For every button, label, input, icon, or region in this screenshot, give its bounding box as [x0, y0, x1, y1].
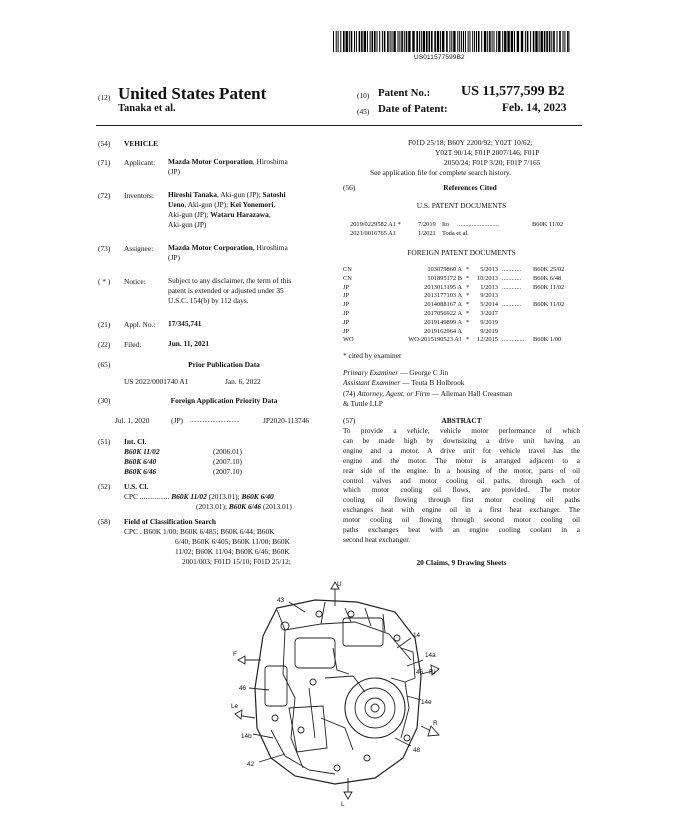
inventor-name: Kei Yonemori: [230, 200, 274, 209]
drawing-ref-label: 42: [247, 761, 255, 768]
barcode-bar: [359, 31, 361, 52]
us-doc-number: 2019/0229582 A1 *: [350, 221, 401, 228]
barcode-bar: [504, 31, 506, 52]
code-21: (21): [98, 320, 111, 329]
inventor-sep: ,: [273, 200, 276, 209]
references-heading: References Cited: [443, 183, 497, 192]
barcode-bar: [551, 31, 552, 52]
foreign-doc-country: CN: [343, 274, 352, 282]
us-doc-date: 1/2021: [418, 230, 436, 237]
abstract-line: which motor cooling oil flows, are provided. The motor: [343, 486, 580, 495]
barcode-bar: [442, 31, 444, 52]
code-74: (74): [343, 389, 356, 398]
barcode-bar: [457, 31, 458, 52]
inventors-line-1: [168, 190, 286, 199]
foreign-doc-date: 5/2013: [480, 266, 498, 273]
foreign-doc-star: *: [466, 318, 470, 326]
barcode-bar: [563, 31, 564, 52]
abstract-line: To provide a vehicle, vehicle motor performance of which: [343, 427, 580, 435]
barcode-bar: [374, 31, 376, 52]
barcode-bar: [416, 31, 418, 52]
code-30: (30): [98, 396, 111, 405]
notice-label: Notice:: [124, 277, 146, 286]
code-73: (73): [98, 244, 111, 253]
barcode-bar: [472, 31, 473, 52]
cpc-class: B60K 6/46: [228, 502, 262, 511]
field-search-cont: 2050/24; F01P 3/20; F01P 7/165: [444, 158, 541, 167]
attorney: [343, 389, 512, 398]
barcode-bar: [421, 31, 422, 52]
barcode-bar: [514, 31, 515, 52]
barcode-bar: [517, 31, 519, 52]
barcode-bar: [431, 31, 433, 52]
barcode-bar: [398, 31, 399, 52]
barcode-bar: [382, 31, 383, 52]
prior-pub-number: US 2022/0001740 A1: [124, 377, 189, 386]
us-doc-dots: .........................: [459, 221, 499, 228]
barcode-bar: [356, 31, 357, 52]
primary-examiner-label: Primary Examiner: [343, 368, 399, 377]
barcode-bar: [408, 31, 410, 52]
code-71: (71): [98, 158, 111, 167]
field-search-line: 11/02; B60K 11/04; B60K 6/46; B60K: [175, 547, 290, 556]
foreign-doc-star: *: [466, 292, 470, 300]
barcode-bar: [527, 31, 529, 52]
barcode-bar: [446, 31, 448, 52]
barcode-bar: [553, 31, 555, 52]
foreign-doc-date: 9/2019: [480, 318, 498, 326]
drawing-ref-label: U: [337, 581, 342, 588]
see-application: See application file for complete search history.: [370, 168, 511, 177]
int-cl-version: (2007.10): [213, 457, 242, 466]
abstract-line: exchanges heat with engine oil in a first heat exchanger. The: [343, 506, 580, 515]
us-docs-heading: U.S. PATENT DOCUMENTS: [416, 201, 507, 210]
cpc-class: B60K 6/40: [241, 492, 274, 501]
foreign-doc-dots: ............: [502, 301, 522, 309]
inventor-loc: , Aki-gun (JP);: [184, 200, 231, 209]
barcode-bar: [370, 31, 371, 52]
assistant-examiner-name: — Teuta B Holbrook: [400, 378, 465, 387]
barcode-bar: [429, 31, 431, 52]
abstract-line: control valves and motor cooling oil paths, through each of: [343, 476, 580, 485]
foreign-doc-date: 10/2013: [477, 274, 498, 282]
barcode-bar: [406, 31, 408, 52]
barcode-bar: [333, 31, 334, 52]
foreign-doc-number: WO-2015190523 A1: [408, 336, 462, 344]
appl-no-label: Appl. No.:: [124, 320, 156, 329]
drawing-ref-label: 48: [413, 747, 421, 754]
invention-title: VEHICLE: [124, 139, 159, 148]
inventor-name: Satoshi: [262, 190, 286, 199]
foreign-doc-date: 3/2017: [480, 310, 498, 317]
barcode-bar: [481, 31, 482, 52]
foreign-doc-country: CN: [343, 266, 352, 273]
inventors-label: Inventors:: [124, 191, 154, 200]
barcode-bar: [567, 31, 569, 52]
foreign-doc-star: *: [466, 283, 470, 291]
foreign-doc-class: B60K 1/00: [533, 336, 562, 344]
applicant-country: (JP): [168, 167, 180, 176]
foreign-doc-number: 2019162964 A: [424, 327, 462, 335]
barcode-bar: [557, 31, 558, 52]
primary-examiner: [343, 368, 448, 377]
inventor-loc: , Aki-gun (JP);: [216, 190, 263, 199]
foreign-doc-star: *: [466, 274, 470, 282]
barcode-bar: [404, 31, 405, 52]
barcode-bar: [338, 31, 339, 52]
barcode-bar: [412, 31, 414, 52]
filed-label: Filed:: [124, 340, 142, 349]
cpc-version: (2013.01);: [196, 502, 229, 511]
barcode-bar: [336, 31, 337, 52]
inventor-sep: ,: [268, 210, 271, 219]
barcode-bar: [507, 31, 509, 52]
foreign-doc-dots: ............: [502, 266, 522, 273]
drawing-ref-label: 14e: [421, 699, 432, 706]
barcode-bar: [449, 31, 450, 52]
foreign-doc-star: *: [466, 310, 470, 317]
notice-line-2: patent is extended or adjusted under 35: [168, 286, 284, 295]
barcode-bar: [535, 31, 537, 52]
assignee-label: Assignee:: [124, 244, 154, 253]
foreign-doc-number: 2013013195 A: [424, 283, 462, 291]
foreign-doc-number: 2014088167 A: [424, 301, 462, 309]
assistant-examiner-label: Assistant Examiner: [343, 378, 401, 387]
barcode-bar: [487, 31, 488, 52]
drawing-ref-label: R: [433, 720, 438, 727]
foreign-doc-date: 1/2013: [480, 283, 498, 291]
barcode-bar: [434, 31, 436, 52]
assignee-location: , Hiroshima: [252, 243, 288, 252]
patent-date: Feb. 14, 2023: [502, 102, 567, 114]
foreign-doc-date: 9/2013: [480, 292, 498, 300]
foreign-doc-number: 2013177103 A: [424, 292, 462, 300]
abstract-line: can be made high by downsizing a drive unit having an: [343, 436, 580, 445]
field-search-cont: F01D 25/18; B60Y 2200/92; Y02T 10/62;: [408, 138, 533, 147]
code-54: (54): [98, 139, 111, 148]
priority-dots: ...............................: [190, 417, 240, 424]
barcode-bar: [549, 31, 551, 52]
barcode-bar: [340, 31, 341, 52]
drawing-ref-label: Ri: [429, 669, 436, 676]
header-rule: [96, 125, 582, 126]
barcode-bar: [377, 31, 378, 52]
barcode-bar: [384, 31, 386, 52]
field-search-label: Field of Classification Search: [124, 517, 217, 526]
us-doc-number: 2021/0016765 A1: [350, 230, 396, 237]
barcode-bar: [440, 31, 441, 52]
prior-pub-date: Jan. 6, 2022: [225, 377, 261, 386]
attorney-label: Attorney, Agent, or Firm: [357, 389, 430, 398]
foreign-doc-country: JP: [343, 327, 350, 335]
barcode-bar: [361, 31, 363, 52]
patent-number: US 11,577,599 B2: [461, 84, 565, 99]
barcode-bar: [468, 31, 469, 52]
inventor-name: Wataru Harazawa: [210, 210, 269, 219]
inventors-line-2: [168, 200, 275, 209]
inventors-line-3: [168, 210, 271, 219]
barcode-bar: [401, 31, 403, 52]
foreign-doc-number: 2019149899 A: [424, 318, 462, 326]
abstract-line: paths exchanges heat with an engine cooling coolant in a: [343, 526, 580, 534]
cited-by-examiner: * cited by examiner: [343, 351, 402, 360]
barcode-bar: [390, 31, 391, 52]
inventor-name: Ueno: [168, 200, 185, 209]
foreign-doc-date: 9/2019: [480, 327, 498, 335]
assignee-name: Mazda Motor Corporation: [168, 243, 253, 252]
barcode-bar: [465, 31, 466, 52]
notice-code: ( * ): [98, 277, 111, 286]
drawing-ref-label: F: [233, 651, 237, 658]
cpc-version: (2013.01);: [206, 492, 242, 501]
barcode-bar: [484, 31, 486, 52]
foreign-doc-star: *: [466, 266, 470, 273]
barcode-bar: [387, 31, 389, 52]
field-search-line: 6/40; B60K 6/405; B60K 11/00; B60K: [175, 537, 290, 546]
drawing-ref-label: Le: [231, 703, 239, 710]
us-cl-label: U.S. Cl.: [124, 482, 149, 491]
foreign-doc-class: B60K 25/02: [533, 266, 565, 273]
inventors-line-4: Aki-gun (JP): [168, 220, 207, 229]
code-65: (65): [98, 360, 111, 369]
us-cl-line-2: [196, 502, 292, 511]
barcode-bar: [541, 31, 543, 52]
barcode-bar: [346, 31, 348, 52]
patent-title: United States Patent: [118, 84, 267, 103]
foreign-doc-country: JP: [343, 283, 350, 291]
barcode-bar: [459, 31, 460, 52]
barcode-bar: [392, 31, 393, 52]
barcode-bar: [343, 31, 345, 52]
int-cl-class: B60K 11/02: [124, 447, 160, 456]
barcode-bar: [351, 31, 353, 52]
foreign-doc-dots: ..............: [502, 336, 525, 344]
barcode-bar: [511, 31, 513, 52]
foreign-priority-heading: Foreign Application Priority Data: [170, 396, 278, 405]
foreign-docs-heading: FOREIGN PATENT DOCUMENTS: [407, 248, 516, 257]
int-cl-version: (2007.10): [213, 467, 242, 476]
notice-line-1: Subject to any disclaimer, the term of this: [168, 276, 292, 285]
primary-examiner-name: — George C Jin: [398, 368, 449, 377]
us-doc-name: Toda et al.: [442, 230, 469, 237]
int-cl-class: B60K 6/46: [124, 467, 157, 476]
barcode-bar: [419, 31, 420, 52]
barcode-bar: [492, 31, 493, 52]
barcode-bar: [478, 31, 480, 52]
barcode-bar: [393, 31, 395, 52]
foreign-doc-country: WO: [343, 336, 354, 344]
barcode-bar: [364, 31, 366, 52]
assignee: [168, 243, 288, 252]
us-doc-date: 7/2019: [418, 221, 436, 228]
drawing-ref-label: 46: [239, 685, 247, 692]
barcode-bar: [496, 31, 497, 52]
barcode-bar: [502, 31, 503, 52]
attorney-name: — Alleman Hall Creasman: [429, 389, 513, 398]
code-58: (58): [98, 517, 111, 526]
code-51: (51): [98, 437, 111, 446]
barcode: [333, 31, 570, 52]
code-45: (45): [357, 107, 370, 116]
barcode-bar: [451, 31, 452, 52]
inventor-name: Hiroshi Tanaka: [168, 190, 217, 199]
applicant-label: Applicant:: [124, 158, 156, 167]
foreign-doc-country: JP: [343, 301, 350, 309]
foreign-doc-date: 5/2014: [480, 301, 498, 309]
barcode-bar: [530, 31, 531, 52]
drawing-ref-label: 14b: [241, 733, 252, 740]
barcode-bar: [354, 31, 355, 52]
barcode-bar: [426, 31, 428, 52]
barcode-bar: [525, 31, 526, 52]
barcode-bar: [498, 31, 500, 52]
foreign-doc-class: B60K 11/02: [533, 283, 565, 291]
priority-country: (JP): [171, 416, 183, 425]
assignee-country: (JP): [168, 253, 180, 262]
abstract-line: engine and the motor. The motor is arranged adjacent to a: [343, 456, 580, 465]
barcode-bar: [539, 31, 540, 52]
barcode-bar: [544, 31, 546, 52]
foreign-doc-date: 12/2015: [477, 336, 498, 344]
foreign-doc-number: 101895172 B: [427, 274, 462, 282]
abstract-line: engine and a motor. A drive unit for vehicle travel has the: [343, 446, 580, 455]
cpc-version: (2013.01): [261, 502, 292, 511]
abstract-line: rear side of the engine. In a housing of the motor, parts of oil: [343, 466, 580, 475]
foreign-doc-country: JP: [343, 292, 350, 300]
representative-drawing: [225, 578, 475, 808]
barcode-bar: [423, 31, 425, 52]
barcode-bar: [463, 31, 464, 52]
barcode-bar: [533, 31, 535, 52]
barcode-bar: [470, 31, 471, 52]
prior-pub-heading: Prior Publication Data: [188, 360, 260, 369]
code-57: (57): [343, 416, 356, 425]
code-56: (56): [343, 183, 356, 192]
notice-line-3: U.S.C. 154(b) by 112 days.: [168, 296, 249, 305]
int-cl-label: Int. Cl.: [124, 437, 147, 446]
foreign-doc-country: JP: [343, 310, 350, 317]
abstract-line: cooling oil flowing through first motor cooling oil paths: [343, 496, 580, 505]
int-cl-class: B60K 6/40: [124, 457, 157, 466]
date-label: Date of Patent:: [378, 103, 448, 115]
barcode-bar: [461, 31, 462, 52]
drawing-ref-label: 14: [413, 632, 421, 639]
barcode-bar: [474, 31, 475, 52]
assistant-examiner: [343, 378, 465, 387]
foreign-doc-class: B60K 11/02: [533, 301, 565, 309]
appl-no: 17/345,741: [168, 319, 202, 328]
patent-no-label: Patent No.:: [378, 87, 431, 99]
barcode-bar: [379, 31, 380, 52]
applicant-location: , Hiroshima: [252, 157, 288, 166]
foreign-doc-star: *: [466, 336, 470, 344]
barcode-bar: [489, 31, 491, 52]
foreign-doc-dots: ............: [502, 283, 522, 291]
drawing-ref-label: L: [341, 801, 345, 808]
barcode-bar: [546, 31, 548, 52]
barcode-bar: [453, 31, 455, 52]
applicant: [168, 157, 288, 166]
foreign-doc-number: 103079860 A: [427, 266, 462, 273]
claims-summary: 20 Claims, 9 Drawing Sheets: [416, 558, 507, 567]
barcode-bar: [494, 31, 495, 52]
priority-date: Jul. 1, 2020: [115, 416, 150, 425]
barcode-bar: [372, 31, 374, 52]
barcode-bar: [564, 31, 565, 52]
drawing-ref-label: 43: [277, 597, 285, 604]
us-doc-class: B60K 11/02: [532, 221, 564, 228]
us-doc-name: Ito: [442, 221, 450, 228]
code-52: (52): [98, 482, 111, 491]
cpc-class: B60K 11/02: [171, 492, 207, 501]
applicant-name: Mazda Motor Corporation: [168, 157, 253, 166]
field-search-line: CPC . B60K 1/00; B60K 6/485; B60K 6/44; B60K: [124, 527, 275, 536]
priority-number: JP2020-113746: [263, 416, 310, 425]
barcode-text: US011577599B2: [414, 54, 465, 61]
inventor-loc: Aki-gun (JP);: [168, 210, 211, 219]
field-search-cont: Y02T 90/14; F01P 2007/146; F01P: [435, 148, 540, 157]
foreign-doc-star: *: [466, 301, 470, 309]
code-12: (12): [98, 93, 111, 102]
barcode-bar: [476, 31, 477, 52]
us-cl-line-1: [124, 492, 274, 501]
foreign-doc-country: JP: [343, 318, 350, 326]
foreign-doc-number: 2017056922 A: [424, 310, 462, 317]
foreign-doc-dots: ............: [502, 274, 522, 282]
drawing-ref-label: 45: [416, 669, 424, 676]
barcode-bar: [521, 31, 523, 52]
foreign-doc-class: B60K 6/48: [533, 274, 562, 282]
inventor-short: Tanaka et al.: [118, 103, 176, 114]
abstract-heading: ABSTRACT: [441, 416, 482, 425]
barcode-bar: [559, 31, 561, 52]
abstract-line: motor cooling oil flowing through second motor cooling oil: [343, 516, 580, 525]
int-cl-version: (2006.01): [213, 447, 242, 456]
barcode-bar: [349, 31, 350, 52]
code-10: (10): [357, 91, 370, 100]
abstract-line: second heat exchanger.: [343, 535, 411, 544]
attorney-line-2: & Tuttle LLP: [343, 399, 383, 408]
barcode-bar: [367, 31, 368, 52]
field-search-line: 2001/003; F01D 15/10; F01D 25/12;: [182, 557, 291, 566]
barcode-bar: [399, 31, 400, 52]
cpc-prefix: CPC ................: [124, 492, 170, 501]
code-72: (72): [98, 191, 111, 200]
filed-date: Jun. 11, 2021: [168, 339, 210, 348]
barcode-bar: [437, 31, 439, 52]
code-22: (22): [98, 340, 111, 349]
drawing-ref-label: 14a: [425, 652, 436, 659]
